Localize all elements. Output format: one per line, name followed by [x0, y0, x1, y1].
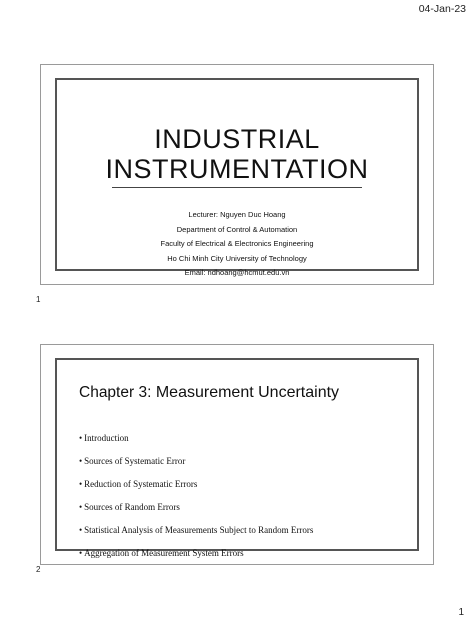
slide-number-1: 1: [36, 295, 41, 304]
lecturer-info: [57, 208, 417, 281]
list-item-text: Reduction of Systematic Errors: [84, 479, 198, 489]
list-item: [79, 524, 313, 547]
slide-2-border: [55, 358, 419, 558]
department: Department of Control & Automation: [176, 224, 298, 234]
bullet-icon: •: [79, 548, 83, 558]
bullet-icon: •: [79, 502, 83, 512]
page-date: 04-Jan-23: [418, 3, 466, 15]
bullet-icon: •: [79, 525, 83, 535]
chapter-topics: [79, 432, 313, 570]
chapter-label: Chapter 3:: [79, 384, 152, 401]
bullet-icon: •: [79, 479, 83, 489]
title-line-2: INSTRUMENTATION: [105, 154, 369, 184]
chapter-title: [79, 384, 339, 402]
list-item-text: Aggregation of Measurement System Errors: [84, 548, 244, 558]
page-number: 1: [458, 607, 464, 618]
university: Ho Chi Minh City University of Technology: [167, 253, 307, 263]
title-line-1: INDUSTRIAL: [154, 124, 320, 154]
lecturer-name: Lecturer: Nguyen Duc Hoang: [188, 210, 286, 219]
list-item-text: Sources of Systematic Error: [84, 456, 186, 466]
list-item-text: Sources of Random Errors: [84, 502, 180, 512]
email: Email: ndhoang@hcmut.edu.vn: [184, 268, 290, 277]
chapter-name: Measurement Uncertainty: [155, 384, 340, 401]
list-item: [79, 432, 313, 455]
faculty: Faculty of Electrical & Electronics Engineering: [160, 239, 314, 248]
slide-2: [40, 344, 434, 565]
bullet-icon: •: [79, 456, 83, 466]
bullet-icon: •: [79, 433, 83, 443]
list-item: [79, 547, 313, 570]
list-item: [79, 455, 313, 478]
title-underline: [112, 187, 362, 188]
list-item: [79, 478, 313, 501]
list-item: [79, 501, 313, 524]
slide-number-2: 2: [36, 565, 41, 574]
list-item-text: Statistical Analysis of Measurements Subject to Random Errors: [84, 525, 314, 535]
slide-1-border: [55, 78, 419, 277]
list-item-text: Introduction: [84, 433, 129, 443]
title-block: [57, 124, 417, 188]
slide-1: [40, 64, 434, 285]
